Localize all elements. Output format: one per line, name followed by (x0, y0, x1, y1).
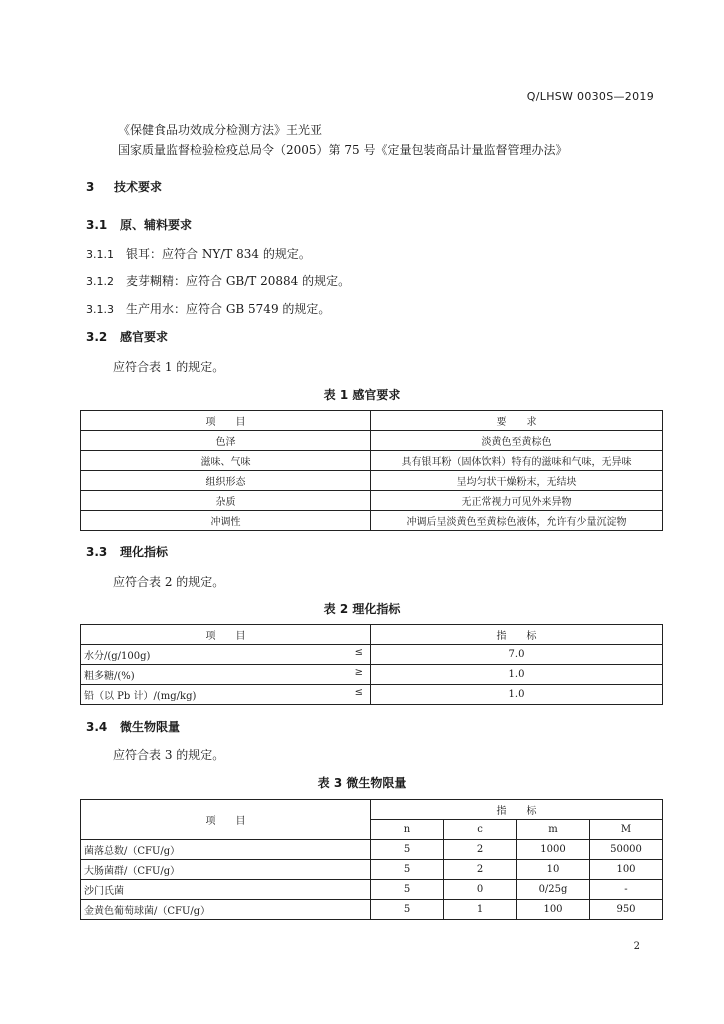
comparison-symbol: ≤ (354, 647, 363, 658)
cell-m: 1000 (517, 840, 590, 860)
cell-requirement: 无正常视力可见外来异物 (371, 491, 663, 511)
table-2-physicochemical (80, 624, 663, 705)
section-title: 微生物限量 (120, 720, 181, 734)
table-row (81, 860, 663, 880)
table-3-microbial (80, 799, 663, 920)
cell-value: 1.0 (371, 685, 663, 705)
cell-item: 滋味、气味 (81, 451, 371, 471)
cell-item: 大肠菌群/（CFU/g） (81, 860, 371, 880)
clause-number: 3.1.3 (86, 303, 114, 316)
section-number: 3 (86, 180, 95, 194)
cell-c: 2 (444, 840, 517, 860)
cell-requirement: 淡黄色至黄棕色 (371, 431, 663, 451)
table-row (81, 900, 663, 920)
clause-3-1-1 (86, 245, 311, 262)
table-row (81, 431, 663, 451)
section-3-4-note: 应符合表 3 的规定。 (113, 748, 225, 762)
cell-M: 100 (590, 860, 663, 880)
cell-item (81, 645, 371, 665)
header-m: m (517, 820, 590, 840)
cell-M: 50000 (590, 840, 663, 860)
section-number: 3.1 (86, 218, 108, 232)
cell-item: 沙门氏菌 (81, 880, 371, 900)
cell-m: 10 (517, 860, 590, 880)
section-3-3-note: 应符合表 2 的规定。 (113, 575, 225, 589)
comparison-symbol: ≥ (354, 667, 363, 678)
cell-n: 5 (371, 840, 444, 860)
table-2-caption: 表 2 理化指标 (323, 602, 401, 616)
document-code: Q/LHSW 0030S—2019 (526, 90, 654, 103)
section-3-3-heading (86, 543, 168, 560)
section-3-1-heading (86, 216, 192, 233)
item-label: 铅（以 Pb 计）/(mg/kg) (84, 691, 197, 702)
cell-n: 5 (371, 880, 444, 900)
cell-item: 色泽 (81, 431, 371, 451)
item-label: 水分/(g/100g) (84, 651, 151, 662)
cell-item (81, 665, 371, 685)
header-item: 项 目 (81, 411, 371, 431)
cell-value: 1.0 (371, 665, 663, 685)
cell-c: 1 (444, 900, 517, 920)
reference-2: 国家质量监督检验检疫总局令（2005）第 75 号《定量包装商品计量监督管理办法》 (118, 143, 568, 157)
cell-item: 杂质 (81, 491, 371, 511)
header-c: c (444, 820, 517, 840)
table-header-row (81, 625, 663, 645)
table-row (81, 880, 663, 900)
table-header-row (81, 411, 663, 431)
cell-item: 菌落总数/（CFU/g） (81, 840, 371, 860)
cell-value: 7.0 (371, 645, 663, 665)
cell-item: 金黄色葡萄球菌/（CFU/g） (81, 900, 371, 920)
clause-text: 银耳：应符合 NY/T 834 的规定。 (126, 247, 311, 261)
table-row (81, 451, 663, 471)
table-header-row (81, 800, 663, 820)
cell-requirement: 呈均匀状干燥粉末，无结块 (371, 471, 663, 491)
clause-3-1-3 (86, 300, 330, 317)
table-row (81, 471, 663, 491)
table-3-caption: 表 3 微生物限量 (317, 776, 407, 790)
item-label: 粗多糖/(%) (84, 671, 135, 682)
header-n: n (371, 820, 444, 840)
section-3-2-note: 应符合表 1 的规定。 (113, 360, 225, 374)
cell-m: 0/25g (517, 880, 590, 900)
cell-M: 950 (590, 900, 663, 920)
cell-c: 2 (444, 860, 517, 880)
section-number: 3.2 (86, 330, 108, 344)
reference-1: 《保健食品功效成分检测方法》王光亚 (118, 123, 323, 137)
header-item: 项 目 (81, 625, 371, 645)
table-1-caption: 表 1 感官要求 (323, 388, 401, 402)
page-number: 2 (633, 941, 640, 952)
cell-item: 组织形态 (81, 471, 371, 491)
section-3-heading (86, 178, 162, 195)
cell-requirement: 具有银耳粉（固体饮料）特有的滋味和气味，无异味 (371, 451, 663, 471)
table-row (81, 840, 663, 860)
header-M: M (590, 820, 663, 840)
section-3-2-heading (86, 328, 168, 345)
clause-number: 3.1.2 (86, 275, 114, 288)
table-row (81, 665, 663, 685)
table-1-sensory (80, 410, 663, 531)
clause-text: 麦芽糊精：应符合 GB/T 20884 的规定。 (126, 274, 351, 288)
section-3-4-heading (86, 718, 180, 735)
section-title: 技术要求 (114, 180, 163, 194)
cell-item: 冲调性 (81, 511, 371, 531)
section-title: 感官要求 (120, 330, 169, 344)
cell-requirement: 冲调后呈淡黄色至黄棕色液体，允许有少量沉淀物 (371, 511, 663, 531)
clause-number: 3.1.1 (86, 248, 114, 261)
table-row (81, 511, 663, 531)
header-requirement: 要 求 (371, 411, 663, 431)
section-number: 3.4 (86, 720, 108, 734)
header-item: 项 目 (81, 800, 371, 840)
header-index: 指 标 (371, 625, 663, 645)
section-title: 理化指标 (120, 545, 169, 559)
table-row (81, 645, 663, 665)
cell-item (81, 685, 371, 705)
section-title: 原、辅料要求 (120, 218, 193, 232)
table-row (81, 491, 663, 511)
cell-n: 5 (371, 900, 444, 920)
cell-c: 0 (444, 880, 517, 900)
cell-m: 100 (517, 900, 590, 920)
comparison-symbol: ≤ (354, 687, 363, 698)
header-index: 指 标 (371, 800, 663, 820)
clause-text: 生产用水：应符合 GB 5749 的规定。 (126, 302, 331, 316)
table-row (81, 685, 663, 705)
section-number: 3.3 (86, 545, 108, 559)
clause-3-1-2 (86, 272, 350, 289)
cell-n: 5 (371, 860, 444, 880)
cell-M: - (590, 880, 663, 900)
